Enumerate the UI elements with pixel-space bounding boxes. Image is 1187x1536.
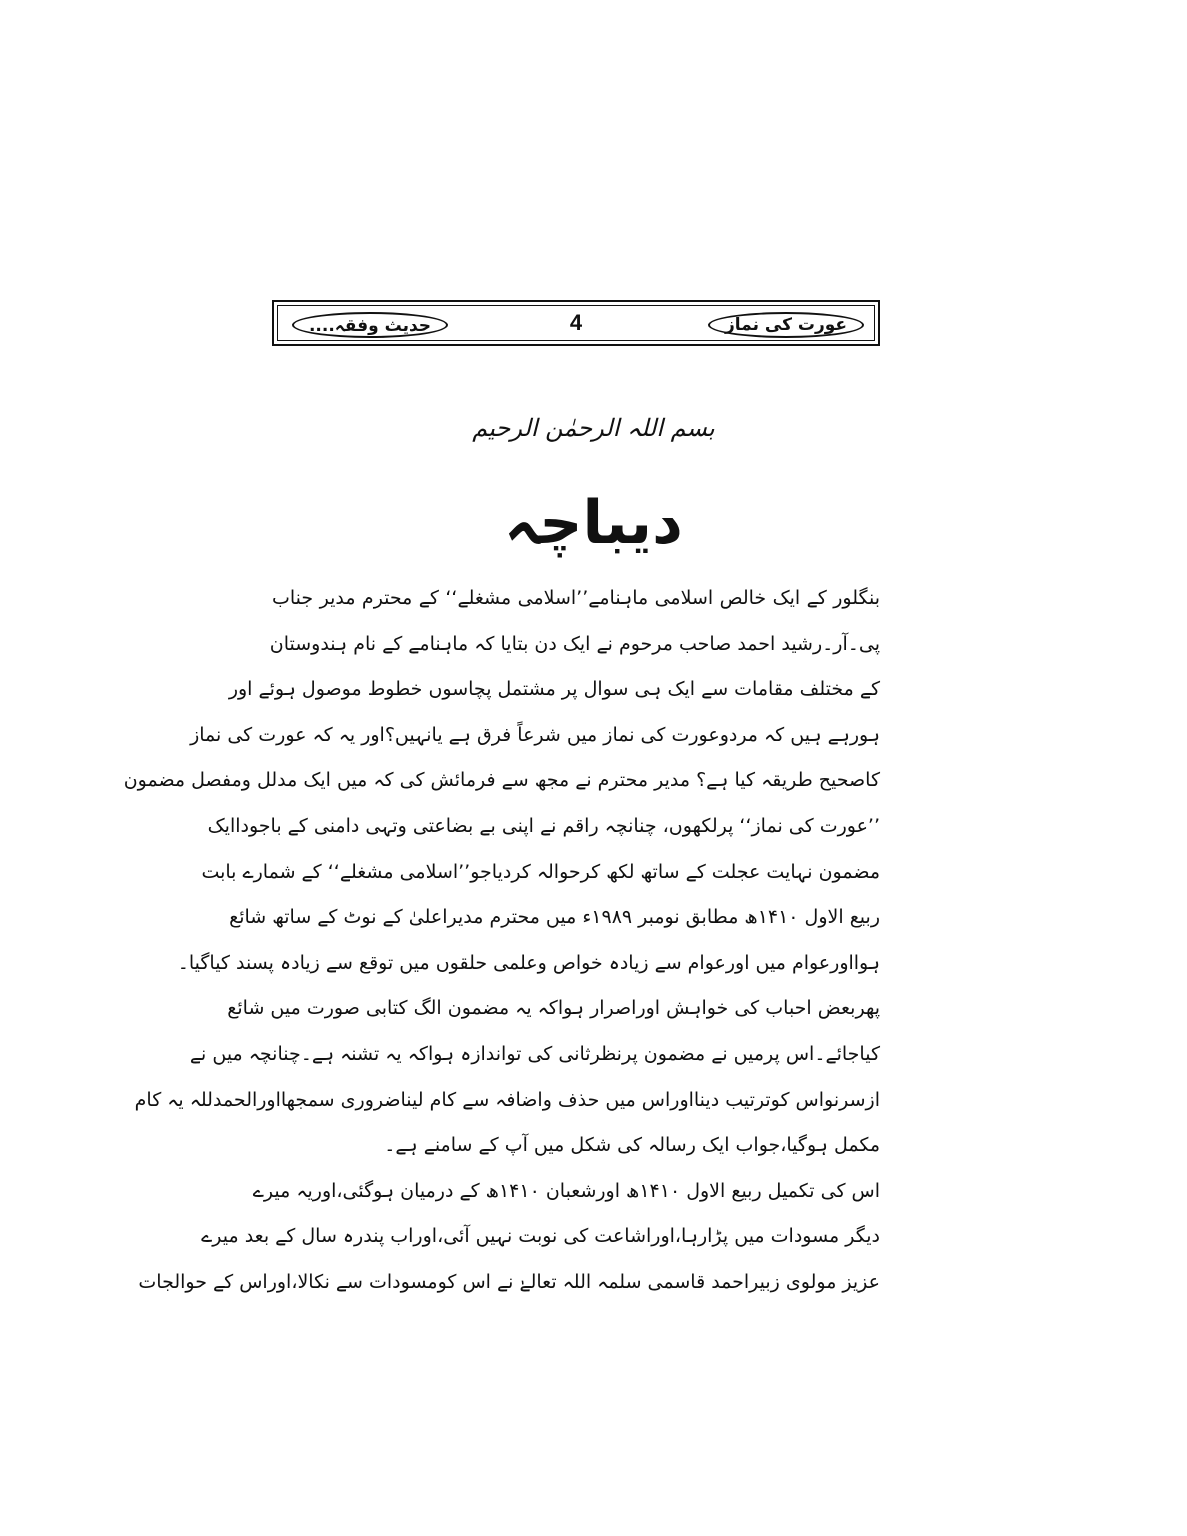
text-line: کے مختلف مقامات سے ایک ہی سوال پر مشتمل پچاسوں خطوط موصول ہوئے اور xyxy=(228,678,880,701)
text-line: ہورہے ہیں کہ مردوعورت کی نماز میں شرعاً فرق ہے یانہیں؟اور یہ کہ عورت کی نماز xyxy=(190,723,880,746)
running-header xyxy=(272,300,880,346)
text-line: ’’عورت کی نماز‘‘ پرلکھوں، چنانچہ راقم نے اپنی بے بضاعتی وتہی دامنی کے باجوداایک xyxy=(207,814,880,837)
text-line: پی۔آر۔رشید احمد صاحب مرحوم نے ایک دن بتایا کہ ماہنامے کے نام ہندوستان xyxy=(269,632,880,655)
page-title: دیباچہ xyxy=(504,488,683,558)
text-line: دیگر مسودات میں پڑارہا،اوراشاعت کی نوبت نہیں آئی،اوراب پندرہ سال کے بعد میرے xyxy=(201,1225,880,1248)
text-line: ہوااورعوام میں اورعوام سے زیادہ خواص وعلمی حلقوں میں توقع سے زیادہ پسند کیاگیا۔ xyxy=(177,951,880,974)
text-line: بنگلور کے ایک خالص اسلامی ماہنامے’’اسلامی مشغلے‘‘ کے محترم مدیر جناب xyxy=(272,587,880,609)
text-line: کاصحیح طریقہ کیا ہے؟ مدیر محترم نے مجھ سے فرمائش کی کہ میں ایک مدلل ومفصل مضمون xyxy=(123,769,880,792)
section-title-pill: حدیث وفقہ.... xyxy=(292,312,448,338)
running-header-inner-border xyxy=(277,305,875,341)
text-line: کیاجائے۔اس پرمیں نے مضمون پرنظرثانی کی تواندازہ ہواکہ یہ تشنہ ہے۔چنانچہ میں نے xyxy=(189,1042,880,1065)
text-line: اس کی تکمیل ربیع الاول ۱۴۱۰ھ اورشعبان ۱۴۱۰ھ کے درمیان ہوگئی،اوریہ میرے xyxy=(252,1179,880,1202)
text-line: ربیع الاول ۱۴۱۰ھ مطابق نومبر ۱۹۸۹ء میں محترم مدیراعلیٰ کے نوٹ کے ساتھ شائع xyxy=(229,906,880,929)
text-line: مکمل ہوگیا،جواب ایک رسالہ کی شکل میں آپ کے سامنے ہے۔ xyxy=(384,1134,880,1157)
text-line: پھربعض احباب کی خواہش اوراصرار ہواکہ یہ مضمون الگ کتابی صورت میں شائع xyxy=(227,997,880,1020)
bismillah-heading: بسم اللہ الرحمٰن الرحیم xyxy=(472,414,715,442)
text-line: مضمون نہایت عجلت کے ساتھ لکھ کرحوالہ کردیاجو’’اسلامی مشغلے‘‘ کے شمارے بابت xyxy=(201,860,880,883)
text-line: عزیز مولوی زبیراحمد قاسمی سلمہ اللہ تعالےٰ نے اس کومسودات سے نکالا،اوراس کے حوالجات xyxy=(138,1270,880,1293)
body-text xyxy=(123,576,880,1306)
page-number: 4 xyxy=(569,310,583,335)
text-line: ازسرنواس کوترتیب دینااوراس میں حذف واضافہ سے کام لیناضروری سمجھااورالحمدللہ یہ کام xyxy=(134,1088,880,1111)
book-title-pill: عورت کی نماز xyxy=(708,312,864,338)
